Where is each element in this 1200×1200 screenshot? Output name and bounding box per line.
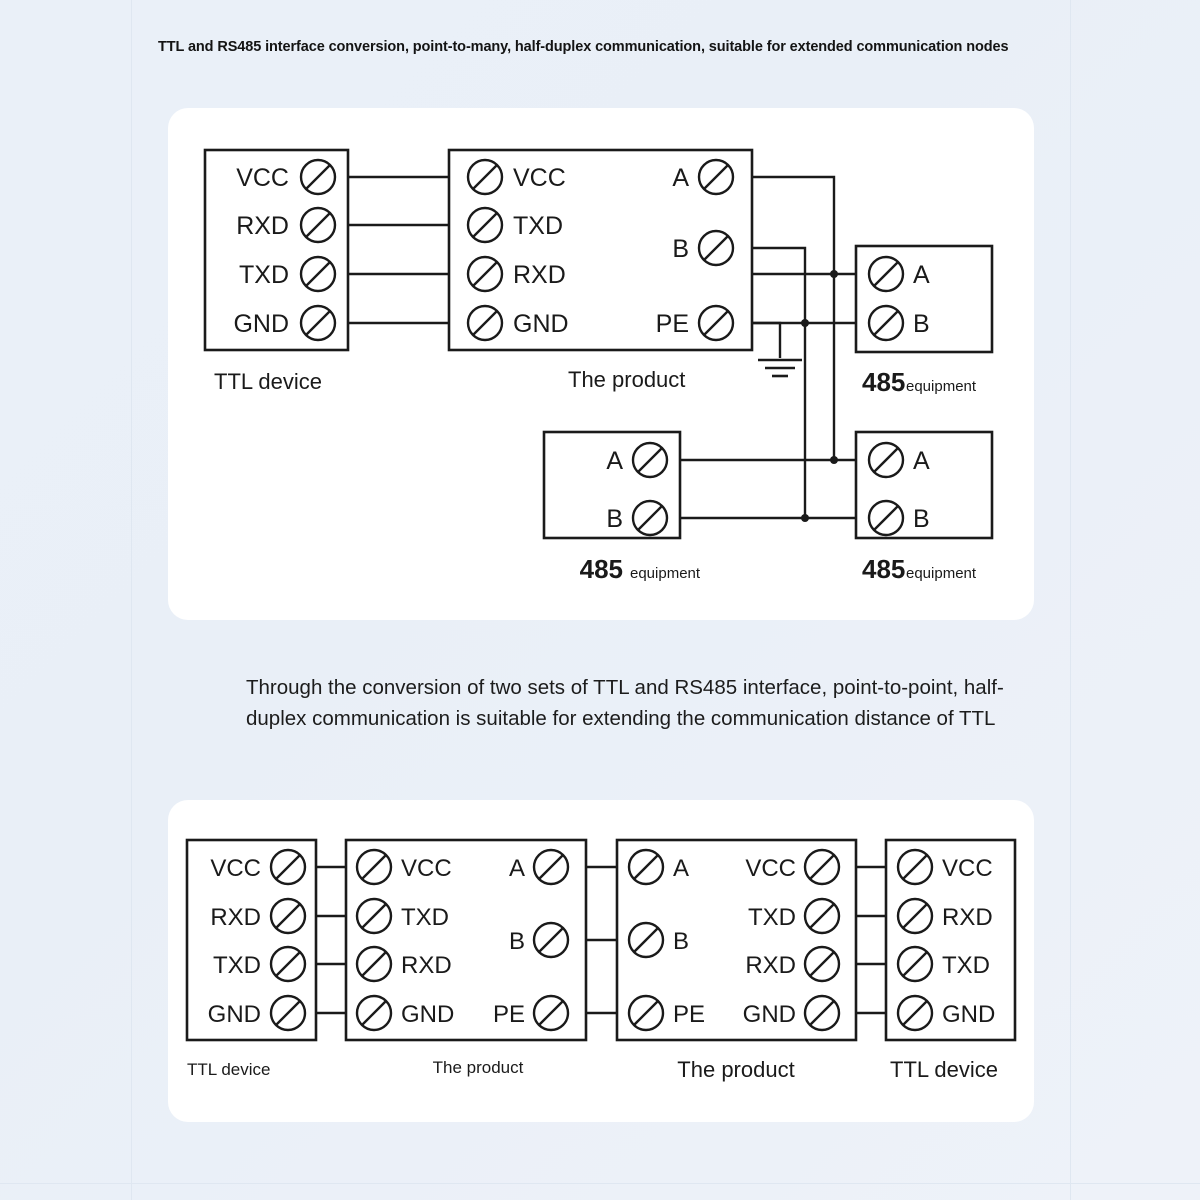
caption-485-word: equipment <box>906 378 977 395</box>
block-ttl-device-right <box>886 840 1015 1082</box>
pin-label-pe: PE <box>673 1001 706 1028</box>
caption-485-num: 485 <box>862 367 906 397</box>
block-the-product <box>449 150 752 392</box>
pin-label-b: B <box>672 235 689 263</box>
caption-the-product: The product <box>568 367 686 392</box>
pin-label-b: B <box>913 505 930 533</box>
pin-label-b: B <box>673 928 690 955</box>
headline-text: TTL and RS485 interface conversion, point-to-many, half-duplex communication, suitable for extended communication nodes <box>158 39 1009 55</box>
block-ttl-device <box>205 150 348 394</box>
page-divider-bottom <box>0 1183 1200 1184</box>
pin-label-b: B <box>508 928 525 955</box>
pin-label-a: A <box>673 855 690 882</box>
block-the-product-left <box>346 840 586 1077</box>
pin-label-txd: TXD <box>239 261 289 289</box>
pin-label-gnd: GND <box>233 310 289 338</box>
junction-dot <box>801 514 809 522</box>
caption-ttl-device-right: TTL device <box>890 1057 999 1082</box>
bus-a <box>752 177 834 460</box>
pin-label-rxd: RXD <box>210 904 261 931</box>
pin-label-a: A <box>913 447 930 475</box>
pin-label-a: A <box>672 164 689 192</box>
pin-label-gnd: GND <box>513 310 569 338</box>
pin-label-pe: PE <box>492 1001 525 1028</box>
pin-label-gnd: GND <box>401 1001 455 1028</box>
block-485-equipment-2 <box>544 432 701 584</box>
diagram-point-to-many <box>168 108 1034 620</box>
pin-label-a: A <box>913 261 930 289</box>
junction-dot <box>801 319 809 327</box>
caption-485-num: 485 <box>862 554 906 584</box>
pin-label-gnd: GND <box>742 1001 796 1028</box>
pin-label-a: A <box>606 447 623 475</box>
pin-label-rxd: RXD <box>745 952 796 979</box>
caption-ttl-device-left: TTL device <box>187 1060 271 1079</box>
block-the-product-right <box>617 840 856 1082</box>
caption-485-num: 485 <box>579 554 623 584</box>
pin-label-txd: TXD <box>401 904 449 931</box>
caption-ttl-device: TTL device <box>214 369 323 394</box>
caption-485-word: equipment <box>630 565 701 582</box>
diagram-point-to-point <box>168 800 1034 1122</box>
pin-label-rxd: RXD <box>942 904 993 931</box>
caption-the-product-right: The product <box>677 1057 795 1082</box>
pin-label-vcc: VCC <box>513 164 566 192</box>
page-divider-right <box>1070 0 1071 1200</box>
pin-label-gnd: GND <box>207 1001 261 1028</box>
pin-label-txd: TXD <box>748 904 796 931</box>
pin-label-vcc: VCC <box>236 164 289 192</box>
junction-dot <box>830 270 838 278</box>
pin-label-txd: TXD <box>942 952 990 979</box>
pin-label-rxd: RXD <box>236 212 289 240</box>
pin-label-b: B <box>606 505 623 533</box>
pin-label-vcc: VCC <box>942 855 993 882</box>
page-divider-left <box>131 0 132 1200</box>
pin-label-vcc: VCC <box>401 855 452 882</box>
caption-the-product-left: The product <box>432 1058 524 1077</box>
pin-label-gnd: GND <box>942 1001 996 1028</box>
pin-label-rxd: RXD <box>401 952 452 979</box>
paragraph-text: Through the conversion of two sets of TTL and RS485 interface, point-to-point, half-duplex communication is suitable for extending the communication distance of TTL <box>246 676 1004 730</box>
caption-485-word: equipment <box>906 565 977 582</box>
pin-label-txd: TXD <box>213 952 261 979</box>
junction-dot <box>830 456 838 464</box>
pin-label-vcc: VCC <box>745 855 796 882</box>
wire-pe-earth <box>752 323 780 358</box>
bus-b <box>752 248 805 518</box>
pin-label-a: A <box>508 855 525 882</box>
block-485-equipment-1 <box>856 246 992 397</box>
block-485-equipment-3 <box>856 432 992 584</box>
pin-label-pe: PE <box>655 310 689 338</box>
pin-label-rxd: RXD <box>513 261 566 289</box>
pin-label-b: B <box>913 310 930 338</box>
pin-label-vcc: VCC <box>210 855 261 882</box>
block-ttl-device-left <box>187 840 316 1079</box>
pin-label-txd: TXD <box>513 212 563 240</box>
